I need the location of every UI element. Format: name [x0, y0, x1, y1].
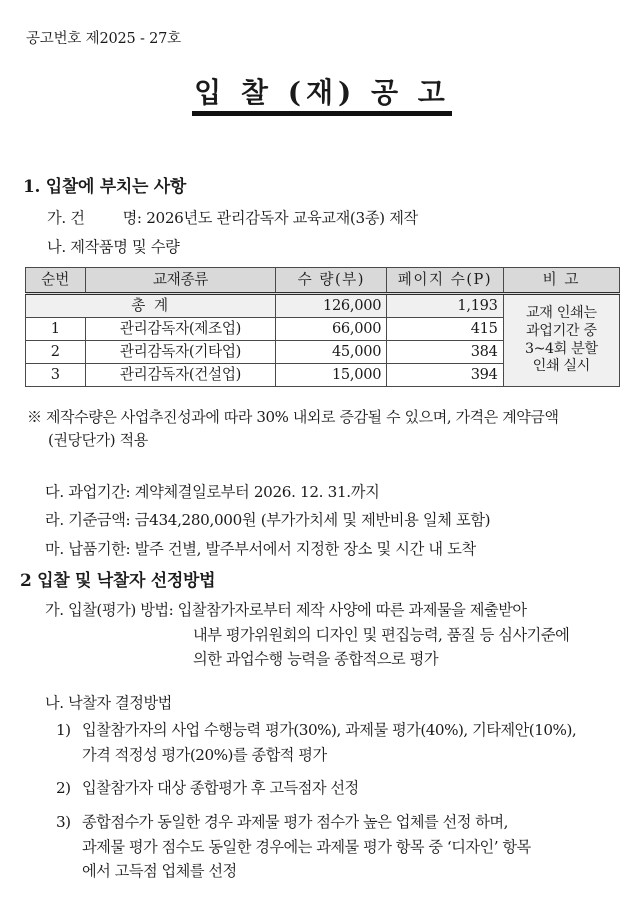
- quantity-note: [27, 406, 625, 453]
- row-pages: 415: [387, 318, 503, 341]
- row-kind: 관리감독자(제조업): [85, 318, 276, 341]
- list-item-line-2: 과제물 평가 점수도 동일한 경우에는 과제물 평가 항목 중 ‘디자인’ 항목: [82, 837, 531, 856]
- item-a-value: 2026년도 관리감독자 교육교재(3종) 제작: [146, 209, 418, 227]
- row-quantity: 45,000: [276, 341, 387, 364]
- remark-line-3: 3~4회 분할: [524, 340, 598, 357]
- total-quantity: 126,000: [276, 294, 387, 318]
- table-body: [26, 294, 620, 387]
- section-1-item-e: 마. 납품기한: 발주 건별, 발주부서에서 지정한 장소 및 시간 내 도착: [45, 540, 476, 558]
- section-2-item-b: 나. 낙찰자 결정방법: [45, 694, 172, 712]
- row-no: 1: [26, 318, 86, 341]
- item-a-label2: 명:: [122, 209, 142, 227]
- list-item-line-1: 입찰참가자 대상 종합평가 후 고득점자 선정: [82, 779, 359, 798]
- item-a-line-3: 의한 과업수행 능력을 종합적으로 평가: [193, 650, 439, 669]
- row-pages: 384: [387, 341, 503, 364]
- row-quantity: 15,000: [276, 364, 387, 387]
- materials-table-container: [25, 267, 620, 387]
- table-header: [26, 268, 620, 294]
- note-main-line: ※ 제작수량은 사업추진성과에 따라 30% 내외로 증감될 수 있으며, 가격은 계약금액: [27, 408, 559, 426]
- column-header-remark: 비 고: [503, 268, 619, 294]
- remark-line-2: 과업기간 중: [526, 322, 597, 339]
- table-row-total: [26, 294, 620, 318]
- table-header-row: [26, 268, 620, 294]
- note-continuation-line: (권당단가) 적용: [48, 431, 148, 450]
- row-no: 2: [26, 341, 86, 364]
- item-a-line-2: 내부 평가위원회의 디자인 및 편집능력, 품질 등 심사기준에: [193, 625, 570, 644]
- list-item-line-1: 입찰참가자의 사업 수행능력 평가(30%), 과제물 평가(40%), 기타제안(10%),: [82, 721, 577, 739]
- section-1-item-d: 라. 기준금액: 금434,280,000원 (부가가치세 및 제반비용 일체 포함): [45, 511, 491, 529]
- list-item-line-3: 에서 고득점 업체를 선정: [82, 862, 237, 881]
- row-quantity: 66,000: [276, 318, 387, 341]
- document-number: 공고번호 제2025 - 27호: [26, 31, 181, 47]
- column-header-quantity: 수 량(부): [276, 268, 387, 294]
- item-a-label: 가. 건: [47, 209, 85, 227]
- column-header-pages: 페이지 수(P): [387, 268, 503, 294]
- document-title-container: [0, 76, 644, 116]
- list-item-line-2: 가격 적정성 평가(20%)를 종합적 평가: [82, 745, 327, 764]
- list-item-line-1: 종합점수가 동일한 경우 과제물 평가 점수가 높은 업체를 선정 하며,: [82, 812, 508, 831]
- list-marker: 2): [56, 779, 71, 798]
- row-kind: 관리감독자(건설업): [85, 364, 276, 387]
- column-header-no: 순번: [26, 268, 86, 294]
- section-2-heading: 2 입찰 및 낙찰자 선정방법: [20, 571, 216, 591]
- page-title: 입 찰 (재) 공 고: [192, 76, 452, 116]
- list-marker: 1): [56, 721, 71, 739]
- section-1-item-c: 다. 과업기간: 계약체결일로부터 2026. 12. 31.까지: [45, 483, 380, 501]
- list-marker: 3): [56, 812, 71, 831]
- item-a-line-1: 가. 입찰(평가) 방법: 입찰참가자로부터 제작 사양에 따른 과제물을 제출받아: [45, 601, 527, 619]
- row-pages: 394: [387, 364, 503, 387]
- total-label: 총 계: [26, 294, 276, 318]
- row-no: 3: [26, 364, 86, 387]
- section-1-heading: 1. 입찰에 부치는 사항: [23, 177, 186, 197]
- column-header-kind: 교재종류: [85, 268, 276, 294]
- remark-cell: [503, 294, 619, 387]
- selection-method-list: [56, 718, 626, 893]
- remark-line-4: 인쇄 실시: [532, 358, 590, 375]
- total-pages: 1,193: [387, 294, 503, 318]
- materials-table: [25, 267, 620, 387]
- section-2-item-a: [45, 598, 625, 672]
- row-kind: 관리감독자(기타업): [85, 341, 276, 364]
- list-item: [56, 718, 626, 767]
- section-1-item-b: 나. 제작품명 및 수량: [47, 238, 180, 256]
- section-1-item-a: [47, 207, 418, 228]
- remark-line-1: 교재 인쇄는: [526, 305, 597, 321]
- list-item: [56, 810, 626, 884]
- list-item: [56, 776, 626, 801]
